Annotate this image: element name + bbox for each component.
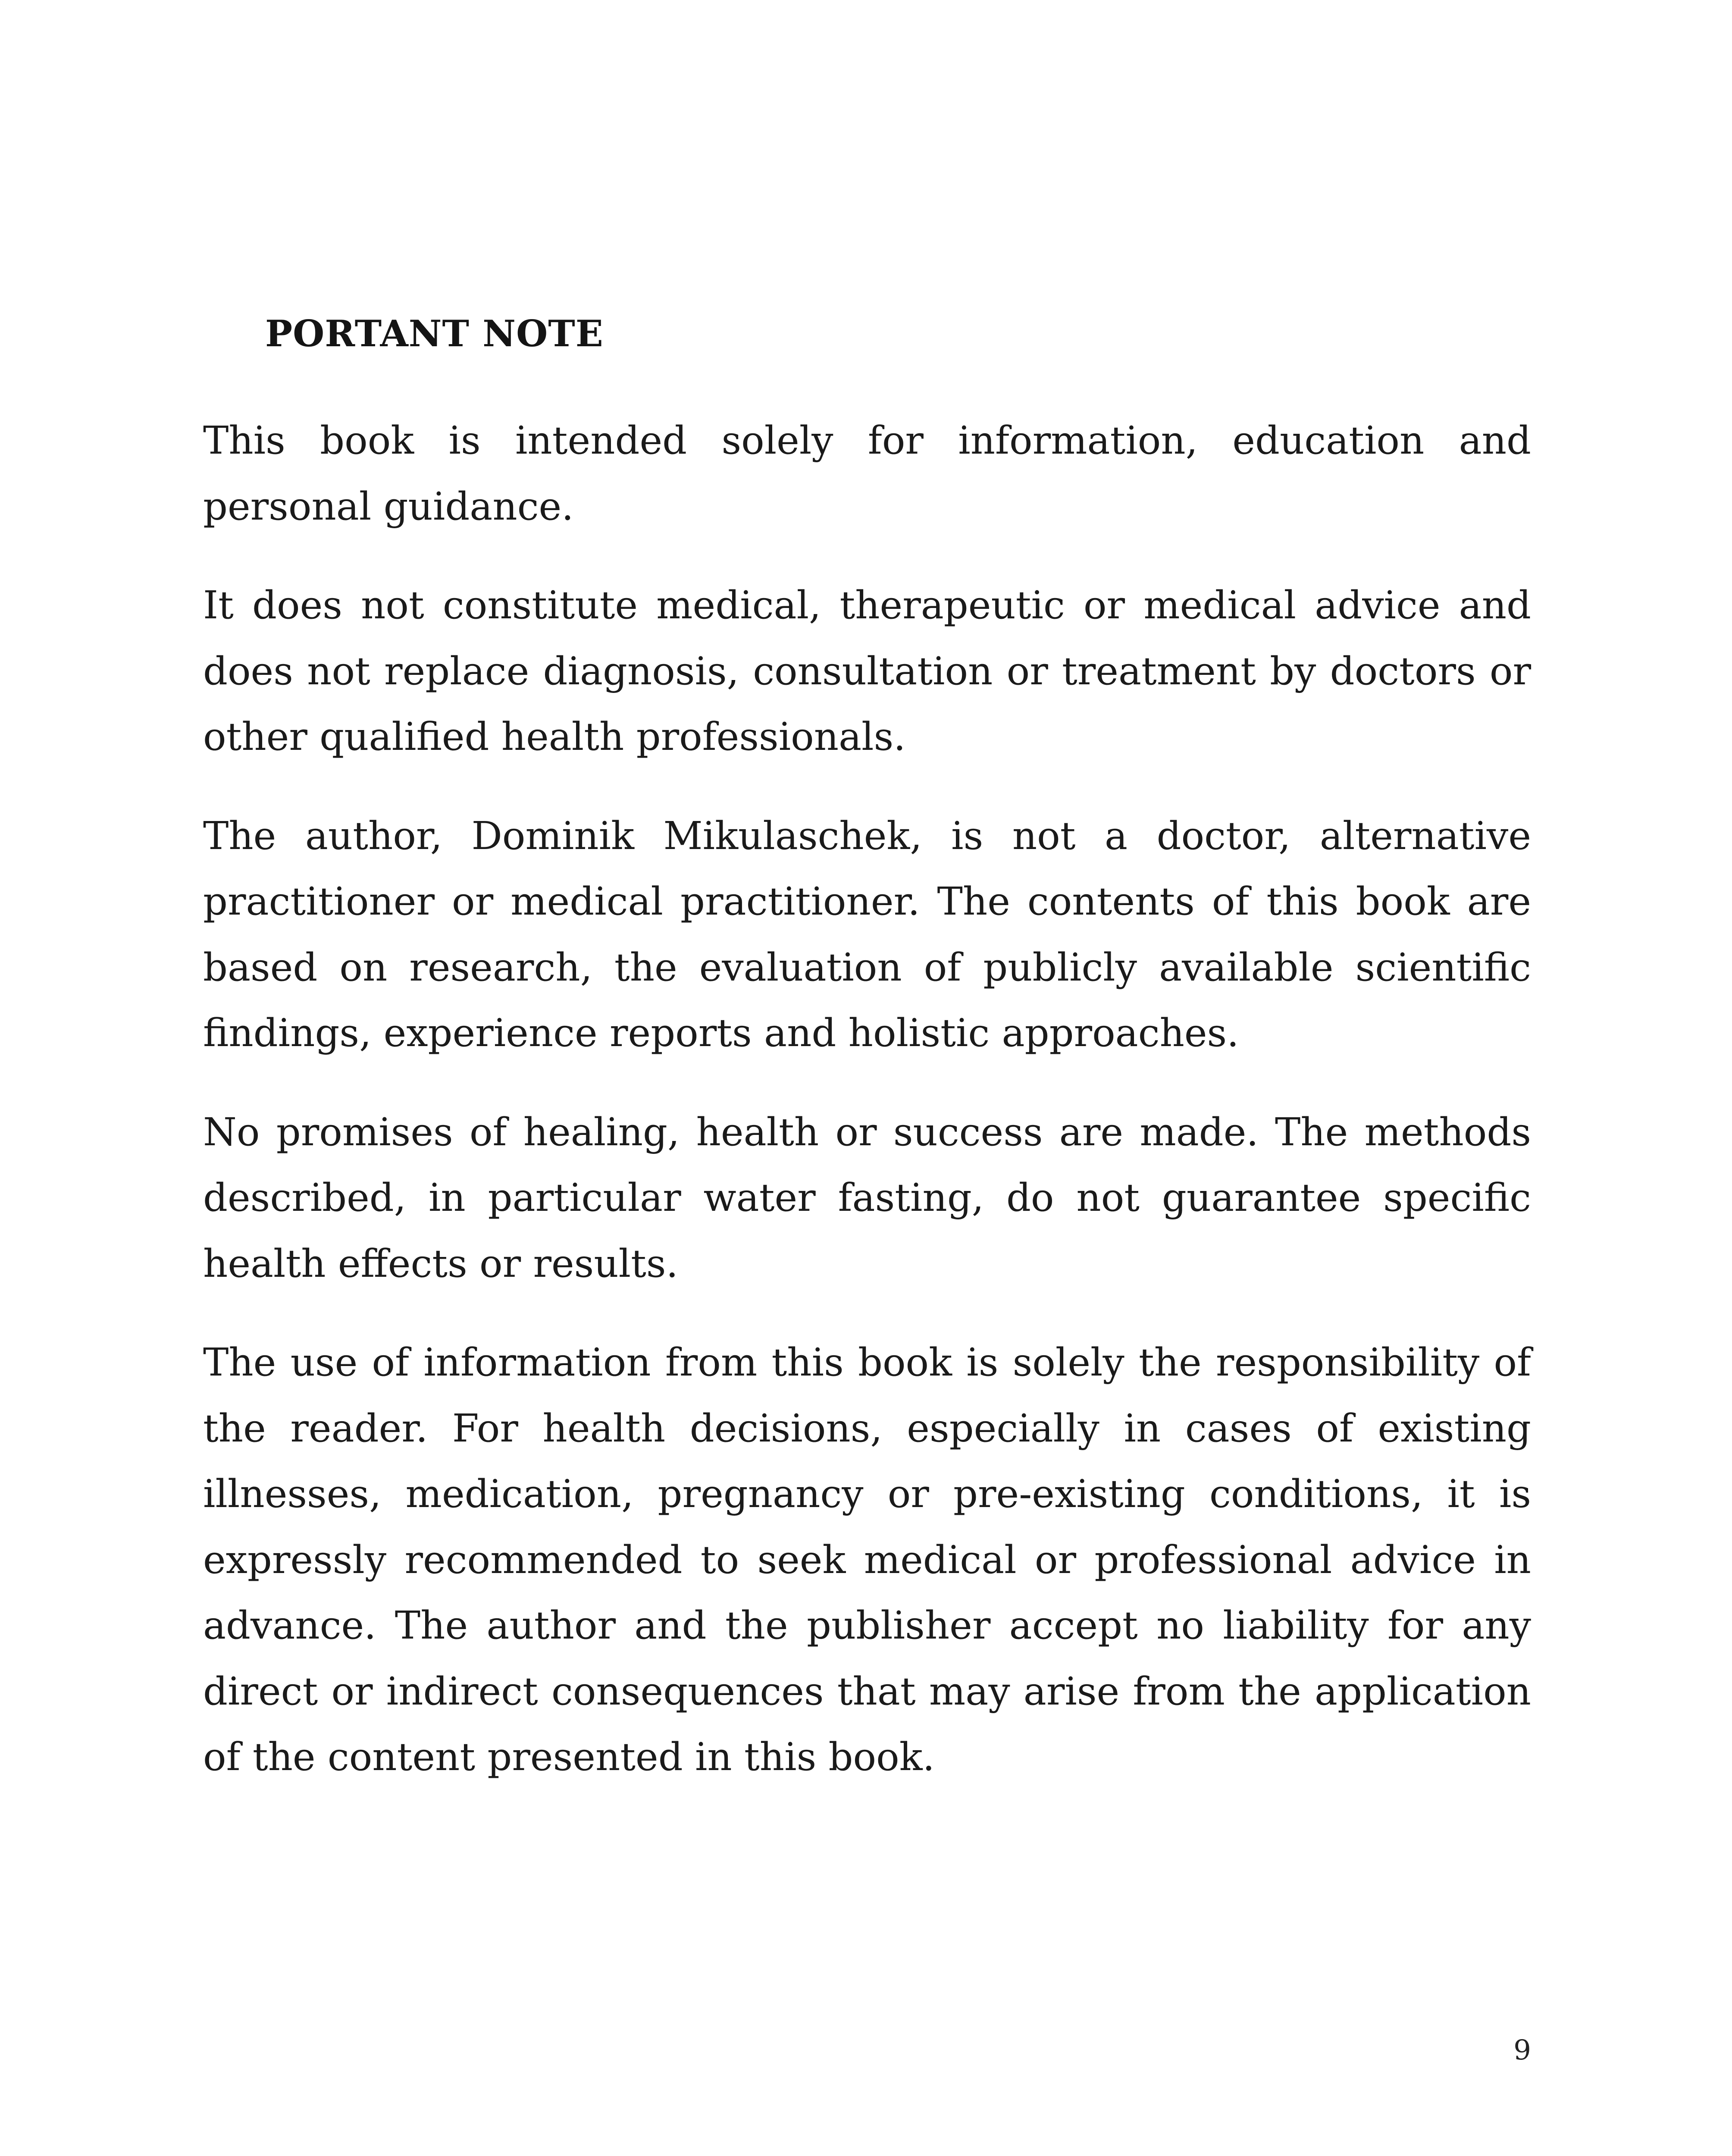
section-heading: PORTANT NOTE <box>265 312 604 355</box>
body-text <box>203 407 1531 1823</box>
paragraph-liability: The use of information from this book is solely the responsibility of the reader. For health decisions, especially in cases of existing illnesses, medication, pregnancy or pre-existing conditions, it is expressly recommended to seek medical or professional advice in advance. The author and the publisher accept no liability for any direct or indirect consequences that may arise from the application of the content presented in this book. <box>203 1340 1531 1779</box>
page-number: 9 <box>1513 2034 1531 2066</box>
paragraph-author-disclaimer: The author, Dominik Mikulaschek, is not a doctor, alternative practitioner or medical practitioner. The contents of this book are based on research, the evaluation of publicly available scientific findings, experience reports and holistic approaches. <box>203 813 1531 1055</box>
paragraph-no-promises: No promises of healing, health or success are made. The methods described, in particular water fasting, do not guarantee specific health effects or results. <box>203 1109 1531 1286</box>
paragraph-not-medical-advice: It does not constitute medical, therapeutic or medical advice and does not replace diagnosis, consultation or treatment by doctors or other qualified health professionals. <box>203 583 1531 759</box>
paragraph-purpose: This book is intended solely for information, education and personal guidance. <box>203 418 1531 529</box>
